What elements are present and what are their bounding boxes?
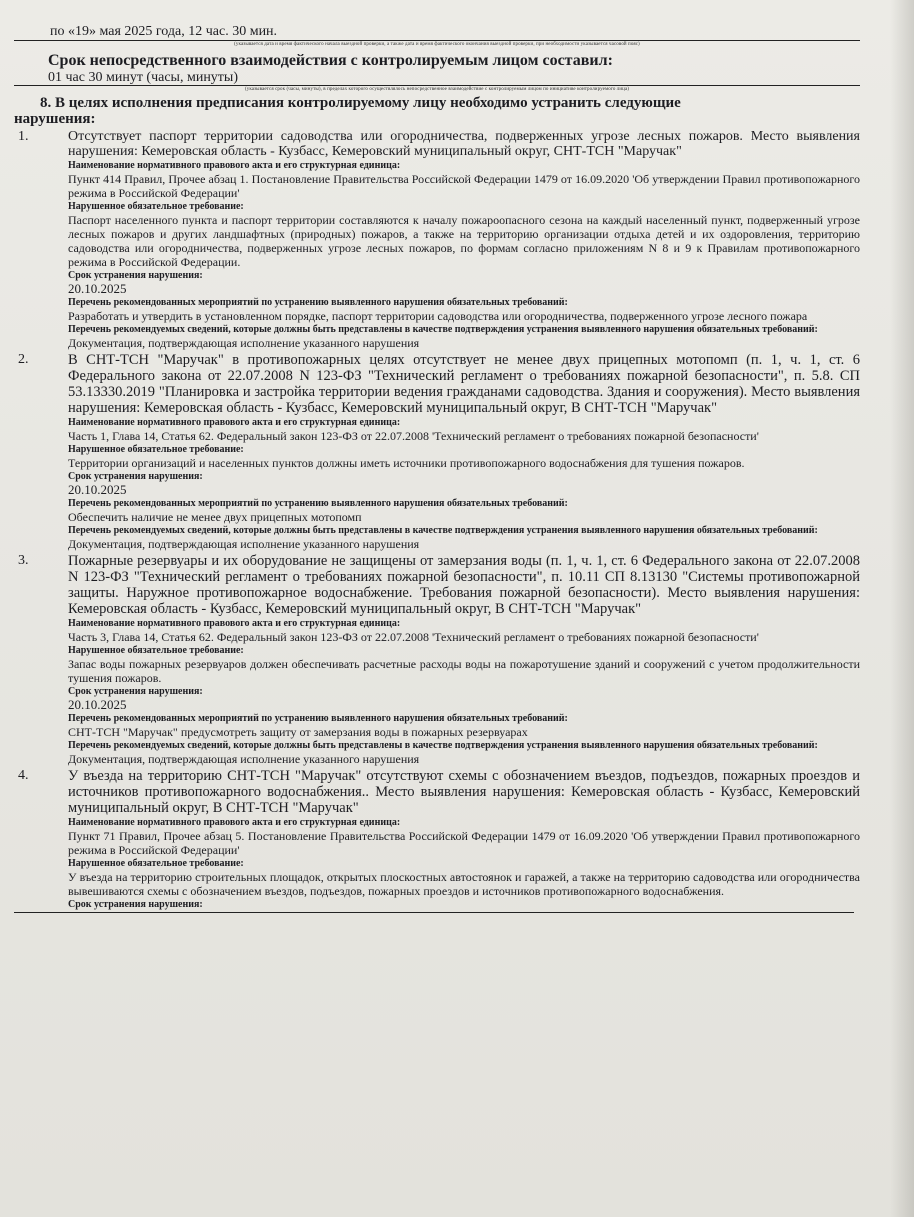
requirement-label: Нарушенное обязательное требование: bbox=[68, 444, 244, 455]
requirement-text: Запас воды пожарных резервуаров должен обеспечивать расчетные расходы воды на пожаротушение зданий и сооружений с учетом продолжительности тушения пожаров. bbox=[68, 657, 860, 685]
interaction-term-value: 01 час 30 минут (часы, минуты) bbox=[14, 70, 860, 86]
inspection-date-line: по «19» мая 2025 года, 12 час. 30 мин. bbox=[14, 24, 860, 41]
act-label: Наименование нормативного правового акта и его структурная единица: bbox=[68, 417, 401, 428]
requirement-text: У въезда на территорию строительных площадок, открытых плоскостных автостоянок и гаражей, а также на территорию садоводства или огородничества вывешиваются схемы с обозначением въездов, подъездов, пожарных проездов и источников противопожарного водоснабжения. bbox=[68, 870, 860, 898]
section-8-title-line2: нарушения: bbox=[14, 111, 96, 127]
docs-text: Документация, подтверждающая исполнение указанного нарушения bbox=[68, 336, 420, 350]
deadline-value: 20.10.2025 bbox=[68, 697, 127, 712]
deadline-label: Срок устранения нарушения: bbox=[68, 270, 203, 281]
violation-item-2 bbox=[14, 352, 860, 551]
act-text: Часть 1, Глава 14, Статья 62. Федеральный закон 123-ФЗ от 22.07.2008 'Технический регламент о требованиях пожарной безопасности' bbox=[68, 429, 759, 443]
requirement-label: Нарушенное обязательное требование: bbox=[68, 645, 244, 656]
docs-text: Документация, подтверждающая исполнение указанного нарушения bbox=[68, 537, 420, 551]
act-label: Наименование нормативного правового акта и его структурная единица: bbox=[68, 160, 401, 171]
violation-item-3 bbox=[14, 553, 860, 766]
section-8-title-line1: 8. В целях исполнения предписания контролируемому лицу необходимо устранить следующие bbox=[40, 95, 681, 111]
requirement-text: Паспорт населенного пункта и паспорт территории составляются к началу пожароопасного сезона на каждый населенный пункт, подверженный угрозе лесных пожаров и других ландшафтных (природных) пожаров, а также на территорию организации отдыха детей и их оздоровления, территорию садоводства или огородничества, подверженных угрозе лесных пожаров, по формам согласно приложениям N 8 и 9 к Правилам противопожарного режима в Российской Федерации. bbox=[68, 213, 860, 269]
requirement-label: Нарушенное обязательное требование: bbox=[68, 858, 244, 869]
deadline-value: 20.10.2025 bbox=[68, 281, 127, 296]
violation-number: 3. bbox=[18, 553, 29, 568]
interaction-term-title: Срок непосредственного взаимодействия с контролируемым лицом составил: bbox=[48, 52, 613, 69]
date-caption: (указывается дата и время фактического начала выездной проверки, а также дата и время фактического окончания выездной проверки, при необходимости указывается часовой пояс) bbox=[234, 42, 640, 47]
violation-number: 1. bbox=[18, 129, 29, 144]
page-edge-shadow bbox=[890, 0, 914, 1217]
measures-text: Обеспечить наличие не менее двух прицепных мотопомп bbox=[68, 510, 362, 524]
deadline-label: Срок устранения нарушения: bbox=[68, 899, 203, 910]
act-text: Часть 3, Глава 14, Статья 62. Федеральный закон 123-ФЗ от 22.07.2008 'Технический регламент о требованиях пожарной безопасности' bbox=[68, 630, 759, 644]
violation-item-1 bbox=[14, 129, 860, 350]
docs-text: Документация, подтверждающая исполнение указанного нарушения bbox=[68, 752, 420, 766]
measures-text: Разработать и утвердить в установленном порядке, паспорт территории садоводства или огородничества, подверженного угрозе лесного пожара bbox=[68, 309, 808, 323]
requirement-text: Территории организаций и населенных пунктов должны иметь источники противопожарного водоснабжения для тушения пожаров. bbox=[68, 456, 745, 470]
page-bottom-rule bbox=[14, 912, 854, 913]
act-label: Наименование нормативного правового акта и его структурная единица: bbox=[68, 618, 401, 629]
docs-label: Перечень рекомендуемых сведений, которые должны быть представлены в качестве подтверждения устранения выявленного нарушения обязательных требований: bbox=[68, 324, 818, 335]
act-text: Пункт 414 Правил, Прочее абзац 1. Постановление Правительства Российской Федерации 1479 от 16.09.2020 'Об утверждении Правил противопожарного режима в Российской Федерации' bbox=[68, 172, 860, 200]
deadline-label: Срок устранения нарушения: bbox=[68, 471, 203, 482]
violation-description: Отсутствует паспорт территории садоводства или огородничества, подверженных угрозе лесных пожаров. Место выявления нарушения: Кемеровская область - Кузбасс, Кемеровский муниципальный округ, СНТ-ТСН "Маручак" bbox=[68, 129, 860, 159]
docs-label: Перечень рекомендуемых сведений, которые должны быть представлены в качестве подтверждения устранения выявленного нарушения обязательных требований: bbox=[68, 740, 818, 751]
measures-label: Перечень рекомендованных мероприятий по устранению выявленного нарушения обязательных требований: bbox=[68, 713, 568, 724]
document-content bbox=[14, 24, 860, 913]
requirement-label: Нарушенное обязательное требование: bbox=[68, 201, 244, 212]
deadline-label: Срок устранения нарушения: bbox=[68, 686, 203, 697]
docs-label: Перечень рекомендуемых сведений, которые должны быть представлены в качестве подтверждения устранения выявленного нарушения обязательных требований: bbox=[68, 525, 818, 536]
violation-description: У въезда на территорию СНТ-ТСН "Маручак" отсутствуют схемы с обозначением въездов, подъездов, пожарных проездов и источников противопожарного водоснабжения.. Место выявления нарушения: Кемеровская область - Кузбасс, Кемеровский муниципальный округ, В СНТ-ТСН "Маручак" bbox=[68, 768, 860, 816]
term-caption: (указывается срок (часы, минуты), в пределах которого осуществлялось непосредственное взаимодействие с контролируемым лицом по инициативе контролируемого лица) bbox=[244, 87, 630, 92]
violation-number: 4. bbox=[18, 768, 29, 783]
deadline-value: 20.10.2025 bbox=[68, 482, 127, 497]
act-label: Наименование нормативного правового акта и его структурная единица: bbox=[68, 817, 401, 828]
violation-item-4 bbox=[14, 768, 860, 911]
violation-number: 2. bbox=[18, 352, 29, 367]
violation-description: Пожарные резервуары и их оборудование не защищены от замерзания воды (п. 1, ч. 1, ст. 6 Федерального закона от 22.07.2008 N 123-ФЗ "Технический регламент о требованиях пожарной безопасности", п. 10.11 СП 8.13130 "Системы противопожарной защиты. Наружное противопожарное водоснабжение. Требования пожарной безопасности). Место выявления нарушения: Кемеровская область - Кузбасс, Кемеровский муниципальный округ, В СНТ-ТСН "Маручак" bbox=[68, 553, 860, 617]
violation-description: В СНТ-ТСН "Маручак" в противопожарных целях отсутствует не менее двух прицепных мотопомп (п. 1, ч. 1, ст. 6 Федерального закона от 22.07.2008 N 123-ФЗ "Технический регламент о требованиях пожарной безопасности", п. 5.8. СП 53.13330.2019 "Планировка и застройка территории ведения гражданами садоводства. Здания и сооружения). Место выявления нарушения: Кемеровская область - Кузбасс, Кемеровский муниципальный округ, В СНТ-ТСН "Маручак" bbox=[68, 352, 860, 416]
measures-text: СНТ-ТСН "Маручак" предусмотреть защиту от замерзания воды в пожарных резервуарах bbox=[68, 725, 528, 739]
measures-label: Перечень рекомендованных мероприятий по устранению выявленного нарушения обязательных требований: bbox=[68, 297, 568, 308]
act-text: Пункт 71 Правил, Прочее абзац 5. Постановление Правительства Российской Федерации 1479 от 16.09.2020 'Об утверждении Правил противопожарного режима в Российской Федерации' bbox=[68, 829, 860, 857]
section-8-title bbox=[14, 95, 860, 127]
measures-label: Перечень рекомендованных мероприятий по устранению выявленного нарушения обязательных требований: bbox=[68, 498, 568, 509]
